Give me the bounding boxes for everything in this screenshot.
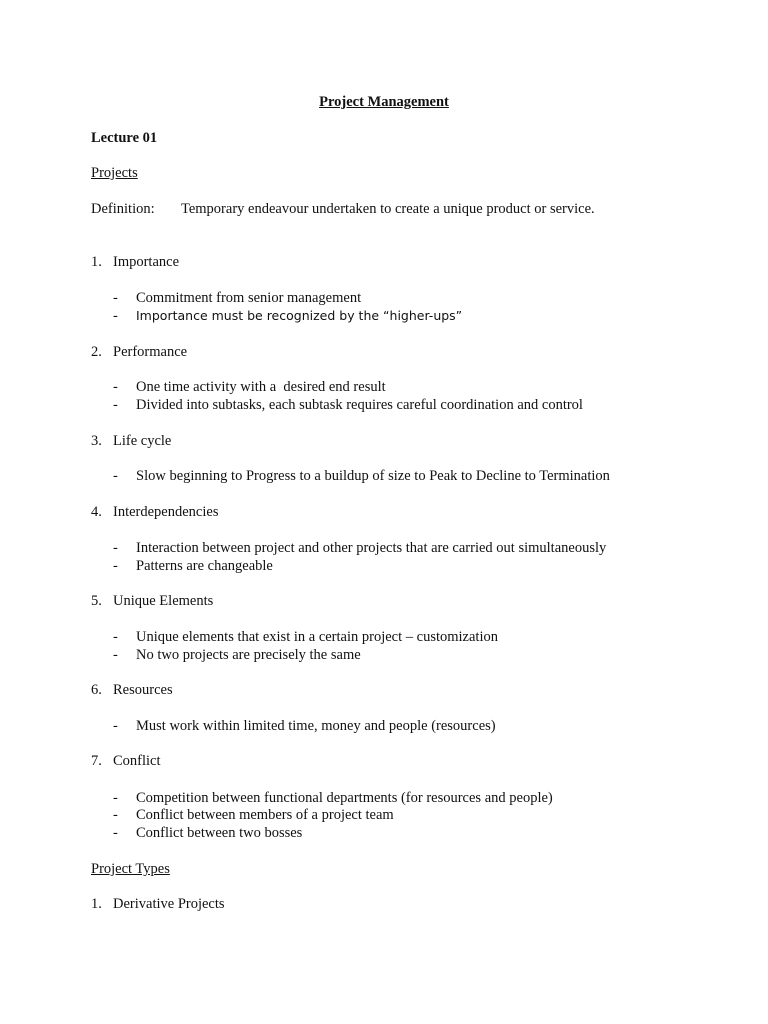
bullet-text: One time activity with a desired end result — [136, 379, 386, 395]
bullet-dash: - — [113, 397, 118, 413]
definition-term: Definition: — [91, 201, 155, 217]
bullet-dash: - — [113, 308, 118, 324]
bullet-dash: - — [113, 825, 118, 841]
bullet-text: Interaction between project and other projects that are carried out simultaneously — [136, 540, 607, 556]
list-item-label: Conflict — [113, 753, 161, 769]
bullet-text: Slow beginning to Progress to a buildup of size to Peak to Decline to Termination — [136, 468, 610, 484]
list-item-number: 1. — [91, 896, 102, 912]
list-item-label: Derivative Projects — [113, 896, 225, 912]
list-item-label: Importance — [113, 254, 180, 270]
list-item-label: Life cycle — [113, 433, 172, 449]
document-title: Project Management — [319, 94, 449, 110]
list-item-number: 4. — [91, 504, 102, 520]
list-item-label: Performance — [113, 344, 188, 360]
bullet-dash: - — [113, 807, 118, 823]
list-item-number: 1. — [91, 254, 102, 270]
bullet-dash: - — [113, 540, 118, 556]
bullet-text: Patterns are changeable — [136, 558, 273, 574]
bullet-dash: - — [113, 790, 118, 806]
bullet-dash: - — [113, 379, 118, 395]
bullet-text: Conflict between two bosses — [136, 825, 303, 841]
list-item-number: 2. — [91, 344, 102, 360]
bullet-text: Commitment from senior management — [136, 290, 362, 306]
bullet-text: Divided into subtasks, each subtask requires careful coordination and control — [136, 397, 583, 413]
bullet-text: No two projects are precisely the same — [136, 647, 361, 663]
definition-text: Temporary endeavour undertaken to create a unique product or service. — [181, 201, 595, 217]
bullet-dash: - — [113, 290, 118, 306]
list-item-label: Unique Elements — [113, 593, 214, 609]
lecture-heading: Lecture 01 — [91, 130, 158, 146]
section-heading-project-types: Project Types — [91, 861, 170, 877]
bullet-dash: - — [113, 558, 118, 574]
bullet-dash: - — [113, 718, 118, 734]
bullet-dash: - — [113, 468, 118, 484]
list-item-number: 3. — [91, 433, 102, 449]
list-item-number: 7. — [91, 753, 102, 769]
section-heading-projects: Projects — [91, 165, 138, 181]
bullet-text: Must work within limited time, money and people (resources) — [136, 718, 496, 734]
list-item-number: 5. — [91, 593, 102, 609]
bullet-text: Importance must be recognized by the “higher-ups” — [136, 308, 463, 323]
list-item-label: Resources — [113, 682, 173, 698]
bullet-text: Unique elements that exist in a certain project – customization — [136, 629, 498, 645]
list-item-number: 6. — [91, 682, 102, 698]
bullet-dash: - — [113, 629, 118, 645]
bullet-text: Competition between functional departments (for resources and people) — [136, 790, 553, 806]
bullet-text: Conflict between members of a project team — [136, 807, 394, 823]
list-item-label: Interdependencies — [113, 504, 219, 520]
bullet-dash: - — [113, 647, 118, 663]
